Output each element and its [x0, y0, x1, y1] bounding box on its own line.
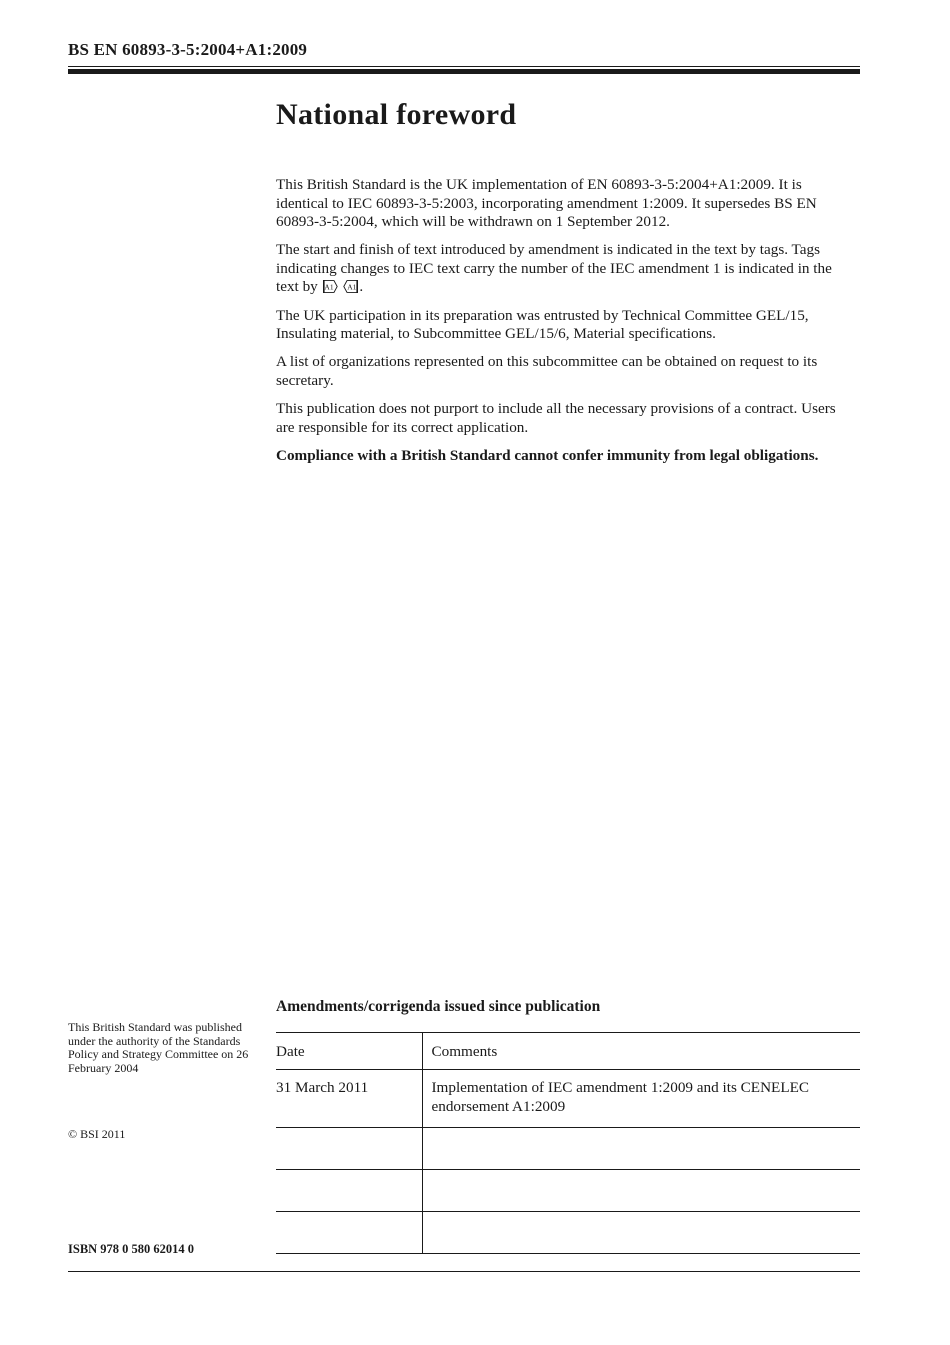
page-title: National foreword — [276, 98, 517, 131]
table-row-empty — [276, 1170, 860, 1212]
empty-cell — [276, 1170, 422, 1212]
empty-cell — [422, 1170, 860, 1212]
paragraph-uk-participation: The UK participation in its preparation was entrusted by Technical Committee GEL/15, Insulating material, to Subcommittee GEL/15/6, Material specifications. — [276, 306, 809, 343]
paragraph-organizations: A list of organizations represented on this subcommittee can be obtained on request to its secretary. — [276, 353, 818, 389]
publication-authority-note: This British Standard was published under the authority of the Standards Policy and Strategy Committee on 26 February 2004 — [68, 1020, 249, 1075]
table-row-empty — [276, 1128, 860, 1170]
empty-cell — [422, 1128, 860, 1170]
header-rule-thin — [68, 66, 860, 67]
table-header-row — [276, 1033, 860, 1070]
empty-cell — [276, 1212, 422, 1254]
paragraph-contract-provisions: This publication does not purport to include all the necessary provisions of a contract. Users are responsible for its correct application. — [276, 399, 836, 436]
footer-rule — [68, 1271, 860, 1272]
foreword-body — [276, 176, 836, 475]
header-rule-thick — [68, 69, 860, 74]
amendments-table — [276, 1032, 860, 1254]
empty-cell — [422, 1212, 860, 1254]
paragraph-amendment-tags-text: The start and finish of text introduced by amendment is indicated in the text by tags. Tags indicating changes to IEC text carry the number of the IEC amendment 1 is indicated in the text by — [276, 241, 832, 296]
column-header-comments: Comments — [422, 1033, 860, 1070]
paragraph-implementation: This British Standard is the UK implementation of EN 60893-3-5:2004+A1:2009. It is identical to IEC 60893-3-5:2003, incorporating amendment 1:2009. It supersedes BS EN 60893-3-5:2004, which will be withdrawn on 1 September 2012. — [276, 176, 817, 231]
isbn-number: ISBN 978 0 580 62014 0 — [68, 1242, 195, 1256]
amendments-heading: Amendments/corrigenda issued since publication — [276, 998, 601, 1015]
amendment-date: 31 March 2011 — [276, 1070, 422, 1128]
amendment-start-tag-icon — [323, 280, 338, 293]
paragraph-amendment-tags — [276, 241, 836, 297]
paragraph-compliance: Compliance with a British Standard cannot confer immunity from legal obligations. — [276, 446, 819, 464]
amendment-end-tag-label: A1 — [347, 283, 357, 293]
column-header-date: Date — [276, 1033, 422, 1070]
paragraph-amendment-tags-end: . — [359, 278, 364, 296]
table-row — [276, 1070, 860, 1128]
copyright-notice: © BSI 2011 — [68, 1127, 126, 1141]
amendment-end-tag-icon — [343, 280, 358, 293]
table-row-empty — [276, 1212, 860, 1254]
standard-identifier: BS EN 60893-3-5:2004+A1:2009 — [68, 40, 308, 59]
amendment-comment: Implementation of IEC amendment 1:2009 and its CENELEC endorsement A1:2009 — [422, 1070, 860, 1128]
amendment-start-tag-label: A1 — [323, 283, 334, 293]
empty-cell — [276, 1128, 422, 1170]
